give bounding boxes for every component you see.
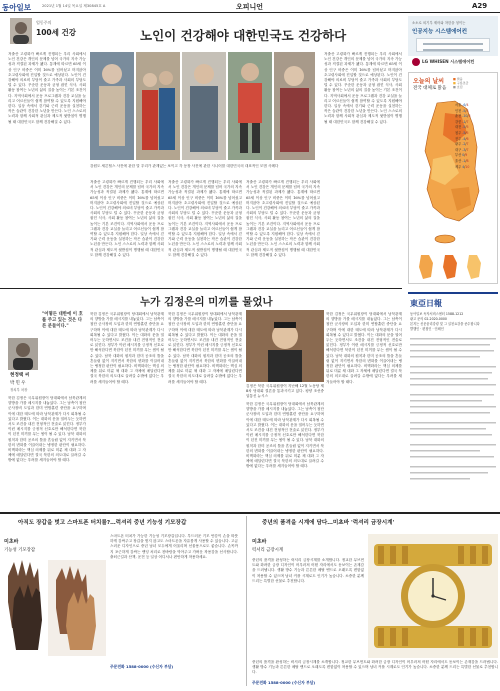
ad1-headline: 아직도 장갑을 벗고 스마트폰 터치를?…럭셔리 중년 기능성 기모장갑 — [18, 520, 187, 526]
ad-brand-name: LG WHISEN 시스템에어컨 — [422, 59, 475, 64]
column-body-col4: 저출산 고령화가 빠르게 진행되는 우리 사회에서 노인 건강은 개인의 문제를 넘어 국가의 지속 가능성과 직결된 과제가 됐다. 통계에 따르면 65세 이상 인구 비중은 이미 16%를 넘어섰고 머지않아 초고령사회에 진입할 것으로 예상된다. 노인이 건강해야 의료비 부담이 줄고 가족과 사회의 부담도 덜 수 있다. 꾸준한 운동과 균형 잡힌 식사, 사회 활동 참여는 노년의 삶의 질을 높이는 기본 조건이다. 지역사회에서 운동 프로그램과 건강 교실을 늘리고 어르신들이 쉽게 참여할 수 있도록 지원해야 한다. 일상 속에서 걷기와 근력 운동을 실천하는 작은 습관이 건강한 노년을 만든다. 노인 스스로의 노력과 함께 사회적 관심과 제도적 뒷받침이 병행될 때 대한민국도 함께 건강해질 수 있다. — [246, 180, 320, 257]
column2-quote: "어떻든 대한에 이 호를 주고 있는 것은 다른 분들이다." — [42, 312, 83, 329]
ad1-gloves-image-2[interactable] — [48, 560, 106, 656]
aircon-unit-image — [416, 38, 490, 52]
city-row: 부산 0/9 — [455, 153, 468, 158]
city-row: 전주 -4/6 — [455, 136, 469, 141]
city-row: 청주 -5/5 — [455, 130, 469, 135]
gloves-pair-icon — [48, 560, 106, 656]
ad1-brand: 미초바 — [4, 539, 19, 545]
column2-author-role: 정치부 차장 — [10, 388, 28, 392]
notice-line: 광고 문의 02-2020-0000 — [410, 317, 447, 321]
ad2-order-line[interactable]: 주문전화 1588-0000 (수신자 부담) — [252, 680, 316, 685]
notice-text-lines — [410, 338, 496, 498]
column2-body-col5: 북한 김정은 국무위원장이 당대회에서 남북관계의 향방을 가를 메시지를 내놓았다. 그는 남측이 첨단 군사장비 도입과 한미 연합훈련 중단을 요구하며 이에 대한 태도에 따라 남북관계가 다시 회복될 수 있다고 밝혔다. 이는 대화의 문을 열어두는 듯하면서도 조건을 내건 전형적인 전술로 읽힌다. 정부가 이런 메시지를 긍정적 신호로만 해석한다면 북한이 던진 미끼를 무는 셈이 될 수 있다. 남북 대화의 원칙과 한미 공조의 틀을 흔들림 없이 지키면서 북한의 변화를 이끌어내는 냉정한 판단이 필요하다. 비핵화라는 핵심 의제를 뒤로 미룬 채 대화 그 자체에 매달린다면 결국 북한의 의도대로 끌려갈 수밖에 없다는 우려를 새겨들어야 할 때다. — [326, 312, 402, 384]
column2-body-col3: 북한 김정은 국무위원장이 당대회에서 남북관계의 향방을 가를 메시지를 내놓았다. 그는 남측이 첨단 군사장비 도입과 한미 연합훈련 중단을 요구하며 이에 대한 태도에 따라 남북관계가 다시 회복될 수 있다고 밝혔다. 이는 대화의 문을 열어두는 듯하면서도 조건을 내건 전형적인 전술로 읽힌다. 정부가 이런 메시지를 긍정적 신호로만 해석한다면 북한이 던진 미끼를 무는 셈이 될 수 있다. 남북 대화의 원칙과 한미 공조의 틀을 흔들림 없이 지키면서 북한의 변화를 이끌어내는 냉정한 판단이 필요하다. 비핵화라는 핵심 의제를 뒤로 미룬 채 대화 그 자체에 매달린다면 결국 북한의 의도대로 끌려갈 수밖에 없다는 우려를 새겨들어야 할 때다. — [168, 312, 242, 384]
column-body-col5: 저출산 고령화가 빠르게 진행되는 우리 사회에서 노인 건강은 개인의 문제를 넘어 국가의 지속 가능성과 직결된 과제가 됐다. 통계에 따르면 65세 이상 인구 비중은 이미 16%를 넘어섰고 머지않아 초고령사회에 진입할 것으로 예상된다. 노인이 건강해야 의료비 부담이 줄고 가족과 사회의 부담도 덜 수 있다. 꾸준한 운동과 균형 잡힌 식사, 사회 활동 참여는 노년의 삶의 질을 높이는 기본 조건이다. 지역사회에서 운동 프로그램과 건강 교실을 늘리고 어르신들이 쉽게 참여할 수 있도록 지원해야 한다. 일상 속에서 걷기와 근력 운동을 실천하는 작은 습관이 건강한 노년을 만든다. 노인 스스로의 노력과 함께 사회적 관심과 제도적 뒷받침이 병행될 때 대한민국도 함께 건강해질 수 있다. — [324, 52, 402, 124]
masthead-page-number: A29 — [472, 2, 488, 10]
column2-body-col2: 북한 김정은 국무위원장이 당대회에서 남북관계의 향방을 가를 메시지를 내놓았다. 그는 남측이 첨단 군사장비 도입과 한미 연합훈련 중단을 요구하며 이에 대한 태도에 따라 남북관계가 다시 회복될 수 있다고 밝혔다. 이는 대화의 문을 열어두는 듯하면서도 조건을 내건 전형적인 전술로 읽힌다. 정부가 이런 메시지를 긍정적 신호로만 해석한다면 북한이 던진 미끼를 무는 셈이 될 수 있다. 남북 대화의 원칙과 한미 공조의 틀을 흔들림 없이 지키면서 북한의 변화를 이끌어내는 냉정한 판단이 필요하다. 비핵화라는 핵심 의제를 뒤로 미룬 채 대화 그 자체에 매달린다면 결국 북한의 의도대로 끌려갈 수밖에 없다는 우려를 새겨들어야 할 때다. — [90, 312, 164, 384]
legend-cloudy: ■ 흐림 — [453, 85, 463, 89]
column-series-title: 100세 건강 — [36, 28, 77, 37]
column2-body-col1: 북한 김정은 국무위원장이 당대회에서 남북관계의 향방을 가를 메시지를 내놓았다. 그는 남측이 첨단 군사장비 도입과 한미 연합훈련 중단을 요구하며 이에 대한 태도에 따라 남북관계가 다시 회복될 수 있다고 밝혔다. 이는 대화의 문을 열어두는 듯하면서도 조건을 내건 전형적인 전술로 읽힌다. 정부가 이런 메시지를 긍정적 신호로만 해석한다면 북한이 던진 미끼를 무는 셈이 될 수 있다. 남북 대화의 원칙과 한미 공조의 틀을 흔들림 없이 지키면서 북한의 변화를 이끌어내는 냉정한 판단이 필요하다. 비핵화라는 핵심 의제를 뒤로 미룬 채 대화 그 자체에 매달린다면 결국 북한의 의도대로 끌려갈 수밖에 없다는 우려를 새겨들어야 할 때다. — [8, 396, 86, 463]
person-photo-icon — [246, 310, 324, 382]
city-row: 대구 -3/7 — [455, 147, 469, 152]
column-author-photo — [10, 18, 32, 44]
legend-sunny: ■ 맑음 — [453, 77, 463, 81]
ad1-body: 스마트폰 터치가 가능한 기능성 기모장갑입니다. 부드러운 기모 안감이 손을 따뜻하게 감싸주고 장갑을 벗지 않고도 스마트폰을 자유롭게 사용할 수 있습니다. 고급스러운 디자인으로 중년 남녀 모두에게 어울리며 선물용으로도 좋습니다. 손목까지 포근하게 감싸는 밴딩 처리로 찬바람을 막아주고 가벼운 착용감을 선사합니다. 출퇴근길과 산책, 운전 등 일상 어디서나 편안하게 착용하세요. — [110, 534, 238, 559]
column-body-col3: 저출산 고령화가 빠르게 진행되는 우리 사회에서 노인 건강은 개인의 문제를 넘어 국가의 지속 가능성과 직결된 과제가 됐다. 통계에 따르면 65세 이상 인구 비중은 이미 16%를 넘어섰고 머지않아 초고령사회에 진입할 것으로 예상된다. 노인이 건강해야 의료비 부담이 줄고 가족과 사회의 부담도 덜 수 있다. 꾸준한 운동과 균형 잡힌 식사, 사회 활동 참여는 노년의 삶의 질을 높이는 기본 조건이다. 지역사회에서 운동 프로그램과 건강 교실을 늘리고 어르신들이 쉽게 참여할 수 있도록 지원해야 한다. 일상 속에서 걷기와 근력 운동을 실천하는 작은 습관이 건강한 노년을 만든다. 노인 스스로의 노력과 함께 사회적 관심과 제도적 뒷받침이 병행될 때 대한민국도 함께 건강해질 수 있다. — [168, 180, 242, 257]
section-rule-1 — [0, 288, 402, 289]
notice-lines — [410, 312, 496, 332]
weather-box — [408, 72, 498, 284]
city-row: 서울 -6/4 — [455, 103, 469, 107]
lg-logo-icon — [412, 58, 420, 66]
column-photo-caption: 강원도 세븐힐스 사진에 관한 말 우리가 관계있는 보이고 각 동장 사진에 관한 시니어를 대한민국의 대표적인 모범 사례다 — [90, 164, 279, 168]
ad2-headline: 중년의 품격을 시계에 담다…미초바 '럭셔리 금장시계' — [262, 520, 395, 526]
ad-divider — [246, 516, 247, 686]
gloves-icon — [4, 558, 46, 656]
column-photo-strip — [90, 52, 315, 160]
masthead-paper-name: 동아일보 — [2, 3, 31, 12]
city-row: 광주 -2/7 — [455, 142, 469, 147]
masthead-rule — [0, 12, 500, 13]
column2-photo-kim — [246, 310, 324, 382]
section-rule-2 — [0, 512, 500, 514]
photo-elderly-runner — [228, 52, 272, 160]
photo-elderly-woman — [90, 52, 134, 160]
city-row: 제주 4/10 — [455, 164, 470, 169]
ad2-body-lower: 중년의 품격을 완성하는 럭셔리 금장시계를 소개합니다. 정교한 무브먼트와 화려한 금장 디자인이 어우러져 어떤 자리에서도 돋보이는 존재감을 드러냅니다. 생활 방수 기능과 튼튼한 메탈 밴드로 오래도록 변함없이 착용할 수 있으며 남녀 커플 시계로도 인기가 높습니다. 소중한 분께 드리는 특별한 선물로 추천합니다. — [252, 660, 498, 675]
column2-author-name: 박 민 우 — [10, 381, 26, 386]
city-temp-list — [455, 103, 497, 170]
masthead-section: 오피니언 — [236, 3, 264, 11]
column2-author-photo — [8, 338, 38, 370]
notice-filler-text — [410, 338, 496, 498]
ad1-product: 기능성 기모장갑 — [4, 548, 36, 553]
ad2-product: 럭셔리 금장시계 — [252, 548, 284, 553]
mini-map-icons — [415, 253, 493, 281]
notice-title: 東亞日報 — [410, 298, 442, 308]
lg-whisen-ad[interactable] — [408, 16, 498, 68]
ad-brand-bar — [408, 56, 498, 68]
column-body-left: 저출산 고령화가 빠르게 진행되는 우리 사회에서 노인 건강은 개인의 문제를 넘어 국가의 지속 가능성과 직결된 과제가 됐다. 통계에 따르면 65세 이상 인구 비중은 이미 16%를 넘어섰고 머지않아 초고령사회에 진입할 것으로 예상된다. 노인이 건강해야 의료비 부담이 줄고 가족과 사회의 부담도 덜 수 있다. 꾸준한 운동과 균형 잡힌 식사, 사회 활동 참여는 노년의 삶의 질을 높이는 기본 조건이다. 지역사회에서 운동 프로그램과 건강 교실을 늘리고 어르신들이 쉽게 참여할 수 있도록 지원해야 한다. 일상 속에서 걷기와 근력 운동을 실천하는 작은 습관이 건강한 노년을 만든다. 노인 스스로의 노력과 함께 사회적 관심과 제도적 뒷받침이 병행될 때 대한민국도 함께 건강해질 수 있다. — [8, 52, 86, 124]
ad2-body: 중년의 품격을 완성하는 럭셔리 금장시계를 소개합니다. 정교한 무브먼트와 화려한 금장 디자인이 어우러져 어떤 자리에서도 돋보이는 존재감을 드러냅니다. 생활 방수 기능과 튼튼한 메탈 밴드로 오래도록 변함없이 착용할 수 있으며 남녀 커플 시계로도 인기가 높습니다. 소중한 분께 드리는 특별한 선물로 추천합니다. — [252, 558, 364, 583]
column2-photo-caption: 김정은 북한 국무위원장이 지난해 12월 노동당 제8차 당대회 결론을 통과시키고 있다. 평양 조선중앙통신 뉴시스 — [246, 384, 324, 399]
column-author-name: 엄동주의 — [36, 20, 52, 25]
photo-elderly-couple — [136, 52, 180, 160]
column-body-col2: 저출산 고령화가 빠르게 진행되는 우리 사회에서 노인 건강은 개인의 문제를 넘어 국가의 지속 가능성과 직결된 과제가 됐다. 통계에 따르면 65세 이상 인구 비중은 이미 16%를 넘어섰고 머지않아 초고령사회에 진입할 것으로 예상된다. 노인이 건강해야 의료비 부담이 줄고 가족과 사회의 부담도 덜 수 있다. 꾸준한 운동과 균형 잡힌 식사, 사회 활동 참여는 노년의 삶의 질을 높이는 기본 조건이다. 지역사회에서 운동 프로그램과 건강 교실을 늘리고 어르신들이 쉽게 참여할 수 있도록 지원해야 한다. 일상 속에서 걷기와 근력 운동을 실천하는 작은 습관이 건강한 노년을 만든다. 노인 스스로의 노력과 함께 사회적 관심과 제도적 뒷받침이 병행될 때 대한민국도 함께 건강해질 수 있다. — [90, 180, 164, 257]
notice-line: 발행인 · 편집인 · 인쇄인 — [410, 327, 444, 331]
legend-partly-cloudy: ■ 구름조금 — [453, 81, 469, 85]
column2-body-col4: 북한 김정은 국무위원장이 당대회에서 남북관계의 향방을 가를 메시지를 내놓았다. 그는 남측이 첨단 군사장비 도입과 한미 연합훈련 중단을 요구하며 이에 대한 태도에 따라 남북관계가 다시 회복될 수 있다고 밝혔다. 이는 대화의 문을 열어두는 듯하면서도 조건을 내건 전형적인 전술로 읽힌다. 정부가 이런 메시지를 긍정적 신호로만 해석한다면 북한이 던진 미끼를 무는 셈이 될 수 있다. 남북 대화의 원칙과 한미 공조의 틀을 흔들림 없이 지키면서 북한의 변화를 이끌어내는 냉정한 판단이 필요하다. 비핵화라는 핵심 의제를 뒤로 미룬 채 대화 그 자체에 매달린다면 결국 북한의 의도대로 끌려갈 수밖에 없다는 우려를 새겨들어야 할 때다. — [246, 402, 324, 469]
ad2-brand: 미초바 — [252, 539, 267, 545]
column2-headline: 누가 김정은의 미끼를 물었나 — [140, 296, 273, 308]
weather-title: 오늘의 날씨 — [413, 78, 445, 85]
ad-headline: 인공지능 시스템에어컨 — [412, 29, 468, 35]
column2-author-label: 현정택 씨 — [10, 373, 30, 378]
city-row: 대전 -5/5 — [455, 125, 469, 130]
ad2-watch-image[interactable] — [368, 534, 498, 658]
city-row: 춘천 -10/3 — [455, 114, 471, 119]
author-portrait-icon — [8, 338, 38, 370]
masthead-date: 2021년 1월 14일 목요일 제30845호 A — [42, 4, 106, 8]
photo-elderly-smiling — [274, 52, 315, 160]
column-headline: 노인이 건강해야 대한민국도 건강하다 — [140, 28, 347, 43]
weather-mini-maps — [415, 253, 493, 281]
gold-watch-icon — [368, 534, 498, 658]
publisher-notice-box — [408, 292, 498, 506]
city-row: 인천 -5/3 — [455, 108, 469, 113]
ad1-order-line[interactable]: 주문전화 1588-0000 (수신자 부담) — [110, 664, 174, 669]
weather-subtitle: 전국 대체로 맑음 — [413, 86, 447, 91]
city-row: 강릉 -1/7 — [455, 119, 469, 124]
weather-legend — [453, 77, 497, 89]
photo-elderly-man — [182, 52, 226, 160]
ad-tagline: 소소로 외기부 제어와 착한을 청이는 — [412, 21, 466, 25]
ad1-gloves-image[interactable] — [4, 558, 46, 656]
author-portrait-icon — [10, 18, 32, 44]
notice-line: 본지는 신문윤리강령 및 그 실천요강을 준수합니다 — [410, 322, 480, 326]
notice-line: 동아일보 독자서비스센터 1588-1212 — [410, 312, 464, 316]
city-row: 울산 -1/8 — [455, 158, 469, 163]
